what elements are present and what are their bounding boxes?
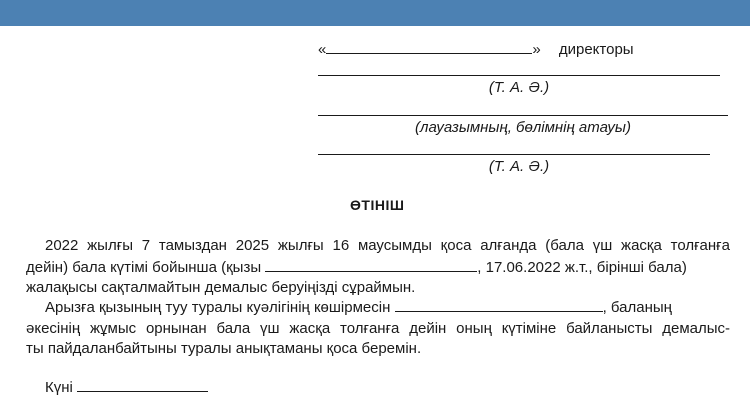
document-title: ӨТІНІШ (350, 197, 405, 213)
p2-line-2: әкесінің жұмыс орнынан бала үш жасқа толғанға дейін оның күтіміне байланысты демалыс- (26, 319, 730, 337)
director-line (318, 39, 634, 60)
date-blank (77, 377, 208, 392)
paragraph-2 (26, 297, 730, 360)
certificate-blank (395, 297, 603, 312)
organization-blank (326, 39, 532, 54)
p2-line-1-start: Арызға қызының туу туралы куәлігінің көшірмесін (45, 299, 391, 316)
p2-line-3: ты пайдаланбайтыны туралы анықтаманы қоса беремін. (26, 340, 422, 357)
position-line (318, 115, 728, 116)
p2-line-1-end: , баланың (602, 299, 672, 316)
fio-caption-2: (Т. А. Ә.) (488, 158, 550, 175)
quote-close: » (532, 41, 541, 58)
applicant-name-line (318, 154, 710, 155)
director-name-line (318, 75, 720, 76)
date-line (45, 377, 208, 398)
paragraph-1 (26, 236, 730, 299)
p1-line-2-start: дейін) бала күтімі бойынша (қызы (26, 258, 262, 276)
p1-line-2-end: , 17.06.2022 ж.т., бірінші бала) (477, 258, 687, 276)
p1-line-3: жалақысы сақталмайтын демалыс беруіңізді сұраймын. (26, 279, 416, 296)
position-caption: (лауазымның, бөлімнің атауы) (415, 119, 631, 136)
director-label: директоры (558, 41, 634, 58)
fio-caption-1: (Т. А. Ә.) (488, 79, 550, 96)
p2-line-1 (26, 297, 730, 319)
date-label: Күні (45, 379, 73, 396)
p1-line-2 (26, 257, 730, 279)
top-bar (0, 0, 750, 26)
quote-open: « (318, 41, 327, 58)
p1-line-1: 2022 жылғы 7 тамыздан 2025 жылғы 16 маусымды қоса алғанда (бала үш жасқа толғанға (45, 237, 730, 254)
daughter-name-blank (265, 257, 477, 272)
